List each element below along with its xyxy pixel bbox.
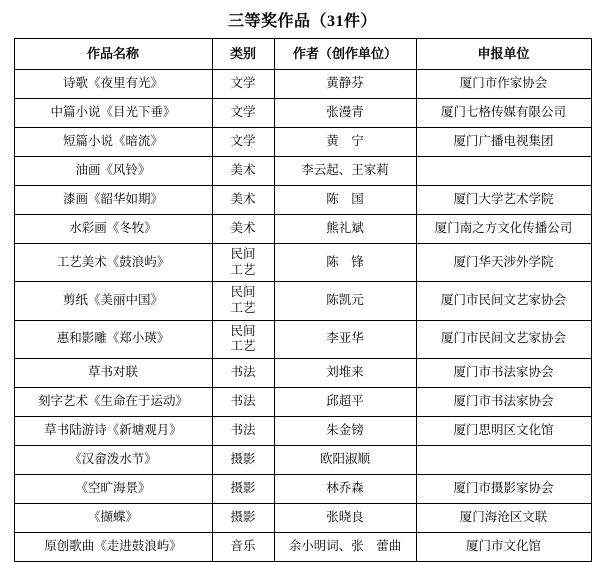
cell-work-title: 漆画《韶华如期》 [14, 186, 212, 215]
cell-work-title: 惠和影雕《郑小瑛》 [14, 320, 212, 358]
cell-category-line: 工艺 [230, 262, 256, 277]
column-header-category: 类别 [212, 39, 274, 70]
cell-author: 李亚华 [274, 320, 416, 358]
cell-author: 张漫青 [274, 99, 416, 128]
cell-org: 厦门市作家协会 [416, 70, 591, 99]
cell-category: 摄影 [212, 445, 274, 474]
table-row [14, 215, 591, 244]
table-row [14, 532, 591, 561]
cell-category: 摄影 [212, 503, 274, 532]
cell-category: 音乐 [212, 532, 274, 561]
cell-org: 厦门市文化馆 [416, 532, 591, 561]
table-row [14, 474, 591, 503]
cell-category-line: 工艺 [230, 339, 256, 354]
cell-category-line: 工艺 [230, 300, 256, 315]
cell-work-title: 《撷蝶》 [14, 503, 212, 532]
cell-work-title: 工艺美术《鼓浪屿》 [14, 244, 212, 282]
cell-work-title: 剪纸《美丽中国》 [14, 282, 212, 320]
cell-work-title: 诗歌《夜里有光》 [14, 70, 212, 99]
cell-org: 厦门大学艺术学院 [416, 186, 591, 215]
cell-author: 刘堆来 [274, 358, 416, 387]
cell-category: 文学 [212, 70, 274, 99]
table-row [14, 358, 591, 387]
cell-author: 陈凯元 [274, 282, 416, 320]
cell-work-title: 中篇小说《目光下垂》 [14, 99, 212, 128]
table-row [14, 387, 591, 416]
column-header-org: 申报单位 [416, 39, 591, 70]
cell-org: 厦门市民间文艺家协会 [416, 320, 591, 358]
cell-category-line: 民间 [230, 285, 256, 300]
cell-author: 余小明词、张 蕾曲 [274, 532, 416, 561]
table-row [14, 416, 591, 445]
cell-category: 文学 [212, 99, 274, 128]
cell-category [212, 244, 274, 282]
cell-author: 熊礼斌 [274, 215, 416, 244]
table-row [14, 99, 591, 128]
table-row [14, 157, 591, 186]
cell-work-title: 草书对联 [14, 358, 212, 387]
cell-category: 书法 [212, 387, 274, 416]
cell-org: 厦门华天涉外学院 [416, 244, 591, 282]
table-row [14, 445, 591, 474]
cell-org: 厦门市书法家协会 [416, 387, 591, 416]
table-row [14, 503, 591, 532]
cell-category: 书法 [212, 416, 274, 445]
cell-author: 李云起、王家莉 [274, 157, 416, 186]
cell-author: 黄静芬 [274, 70, 416, 99]
cell-work-title: 原创歌曲《走进鼓浪屿》 [14, 532, 212, 561]
cell-category: 美术 [212, 215, 274, 244]
cell-author: 朱金镑 [274, 416, 416, 445]
cell-category [212, 320, 274, 358]
cell-author: 邱超平 [274, 387, 416, 416]
table-row [14, 282, 591, 320]
cell-category: 书法 [212, 358, 274, 387]
cell-category-line: 民间 [230, 247, 256, 261]
awards-table [14, 38, 592, 562]
table-row [14, 70, 591, 99]
cell-org: 厦门思明区文化馆 [416, 416, 591, 445]
cell-author: 陈 锋 [274, 244, 416, 282]
cell-author: 黄 宁 [274, 128, 416, 157]
cell-org: 厦门海沧区文联 [416, 503, 591, 532]
table-header-row [14, 39, 591, 70]
cell-category [212, 282, 274, 320]
column-header-author: 作者（创作单位） [274, 39, 416, 70]
cell-org: 厦门市摄影家协会 [416, 474, 591, 503]
table-body [14, 70, 591, 562]
cell-work-title: 《汉畲泼水节》 [14, 445, 212, 474]
cell-work-title: 油画《风铃》 [14, 157, 212, 186]
cell-author: 欧阳淑顺 [274, 445, 416, 474]
cell-work-title: 水彩画《冬牧》 [14, 215, 212, 244]
cell-org [416, 445, 591, 474]
cell-category: 美术 [212, 186, 274, 215]
cell-author: 陈 国 [274, 186, 416, 215]
cell-category-line: 民间 [230, 323, 256, 338]
cell-author: 张晓良 [274, 503, 416, 532]
cell-org: 厦门市民间文艺家协会 [416, 282, 591, 320]
cell-category: 文学 [212, 128, 274, 157]
table-row [14, 244, 591, 282]
cell-category: 摄影 [212, 474, 274, 503]
cell-work-title: 《空旷海景》 [14, 474, 212, 503]
cell-org: 厦门七格传媒有限公司 [416, 99, 591, 128]
cell-work-title: 草书陆游诗《新塘观月》 [14, 416, 212, 445]
cell-work-title: 短篇小说《暗流》 [14, 128, 212, 157]
cell-org: 厦门广播电视集团 [416, 128, 591, 157]
cell-org: 厦门市书法家协会 [416, 358, 591, 387]
table-row [14, 186, 591, 215]
table-row [14, 320, 591, 358]
cell-category: 美术 [212, 157, 274, 186]
cell-work-title: 刻字艺术《生命在于运动》 [14, 387, 212, 416]
column-header-work: 作品名称 [14, 39, 212, 70]
cell-org: 厦门南之方文化传播公司 [416, 215, 591, 244]
cell-org [416, 157, 591, 186]
cell-author: 林乔森 [274, 474, 416, 503]
page-title: 三等奖作品（31件） [227, 13, 377, 30]
table-row [14, 128, 591, 157]
